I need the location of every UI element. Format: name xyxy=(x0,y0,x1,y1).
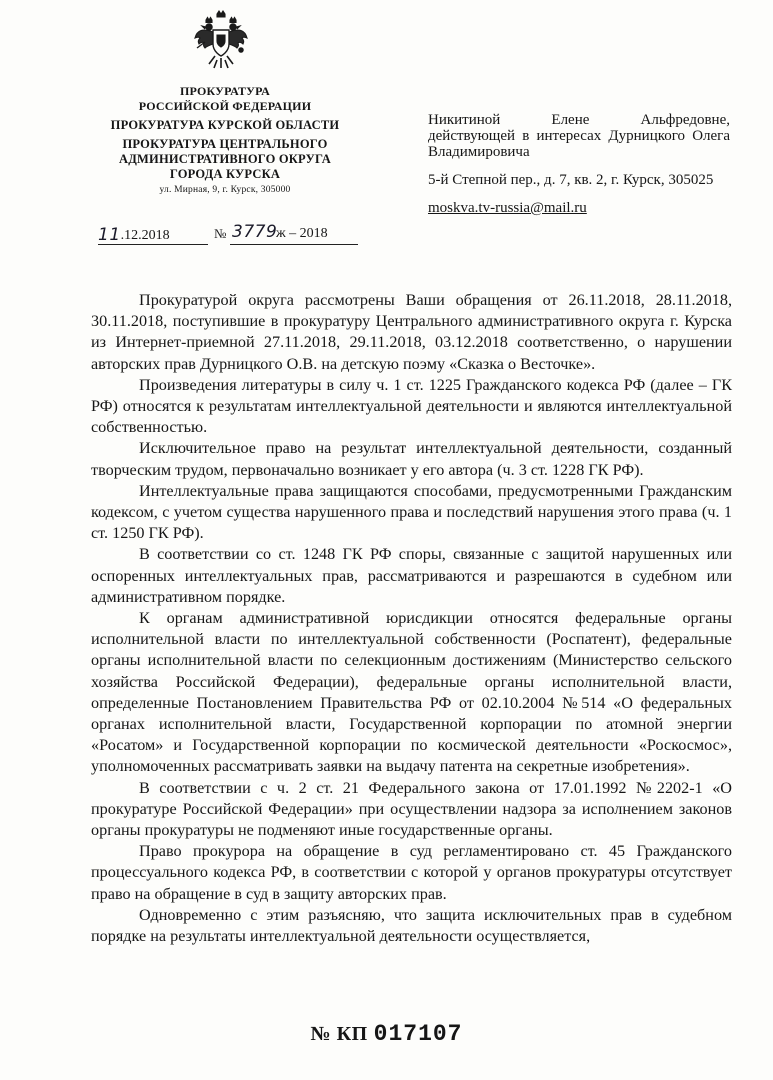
paragraph: Право прокурора на обращение в суд регламентировано ст. 45 Гражданского процессуального кодекса РФ, в соответствии с которой у органов прокуратуры отсутствует право на обращение в суд в защиту авторских прав. xyxy=(91,842,732,903)
document-date xyxy=(98,224,170,244)
sender-line-3: ПРОКУРАТУРА КУРСКОЙ ОБЛАСТИ xyxy=(110,118,340,132)
letter-body xyxy=(91,290,732,947)
paragraph: Интеллектуальные права защищаются способами, предусмотренными Гражданским кодексом, с учетом существа нарушенного права и последствий нарушения этого права (ч. 1 ст. 1250 ГК РФ). xyxy=(91,481,732,543)
sender-line-1: ПРОКУРАТУРА xyxy=(179,84,271,98)
sender-line-6: ГОРОДА КУРСКА xyxy=(169,167,281,181)
serial-prefix: № КП xyxy=(310,1023,368,1045)
date-month-year: .12.2018 xyxy=(120,228,170,243)
paragraph: В соответствии со ст. 1248 ГК РФ споры, связанные с защитой нарушенных или оспоренных интеллектуальных прав, рассматриваются и разрешаются в судебном или административном порядке. xyxy=(91,545,732,606)
paragraph: К органам административной юрисдикции относятся федеральные органы исполнительной власти по интеллектуальной собственности (Роспатент), федеральные органы исполнительной власти по селекционным достижениям (Министерство сельского хозяйства Российской Федерации), федеральные органы исполнительной власти, определенные Постановлением Правительства РФ от 02.10.2004 №514 «О федеральных органах исполнительной власти, Государственной корпорации по атомной энергии «Росатом» и Государственной корпорации по космической деятельности «Роскосмос», уполномоченных рассматривать заявки на выдачу патента на секретные изобретения». xyxy=(91,609,732,776)
sender-address: ул. Мирная, 9, г. Курск, 305000 xyxy=(159,185,291,195)
sender-line-4: ПРОКУРАТУРА ЦЕНТРАЛЬНОГО xyxy=(122,137,328,151)
paragraph: Исключительное право на результат интеллектуальной деятельности, созданный творческим трудом, первоначально возникает у его автора (ч. 3 ст. 1228 ГК РФ). xyxy=(91,439,732,479)
recipient-address: 5-й Степной пер., д. 7, кв. 2, г. Курск, 305025 xyxy=(428,172,714,188)
document-number-suffix: ж – 2018 xyxy=(276,226,328,241)
document-number: 3779 xyxy=(232,222,278,242)
recipient-block xyxy=(428,112,730,216)
double-headed-eagle-icon xyxy=(193,8,249,70)
form-serial-number xyxy=(0,1020,773,1047)
paragraph: В соответствии с ч. 2 ст. 21 Федерального закона от 17.01.1992 №2202-1 «О прокуратуре Российской Федерации» при осуществлении надзора за исполнением законов органы прокуратуры не подменяют иные государственные органы. xyxy=(91,778,732,840)
reference-line xyxy=(98,222,360,248)
recipient-name-continuation: действующей в интересах Дурницкого Олега Владимировича xyxy=(428,128,730,160)
recipient-name: Никитиной Елене Альфредовне, xyxy=(428,112,730,128)
date-day: 11 xyxy=(98,225,121,245)
sender-block xyxy=(100,84,350,196)
recipient-email[interactable]: moskva.tv-russia@mail.ru xyxy=(428,200,587,216)
paragraph: Произведения литературы в силу ч. 1 ст. 1225 Гражданского кодекса РФ (далее – ГК РФ) относятся к результатам интеллектуальной деятельности и являются интеллектуальной собственностью. xyxy=(91,375,732,437)
number-sign: № xyxy=(214,226,227,241)
sender-line-5: АДМИНИСТРАТИВНОГО ОКРУГА xyxy=(119,152,331,166)
paragraph: Прокуратурой округа рассмотрены Ваши обращения от 26.11.2018, 28.11.2018, 30.11.2018, поступившие в прокуратуру Центрального административного округа г. Курска из Интернет-приемной 27.11.2018, 29.11.2018, 03.12.2018 соответственно, о нарушении авторских прав Дурницкого О.В. на детскую поэму «Сказка о Весточке». xyxy=(91,291,732,373)
sender-line-2: РОССИЙСКОЙ ФЕДЕРАЦИИ xyxy=(138,99,312,113)
serial-number: 017107 xyxy=(373,1021,463,1047)
paragraph: Одновременно с этим разъясняю, что защита исключительных прав в судебном порядке на результаты интеллектуальной деятельности осуществляется, xyxy=(91,905,732,946)
